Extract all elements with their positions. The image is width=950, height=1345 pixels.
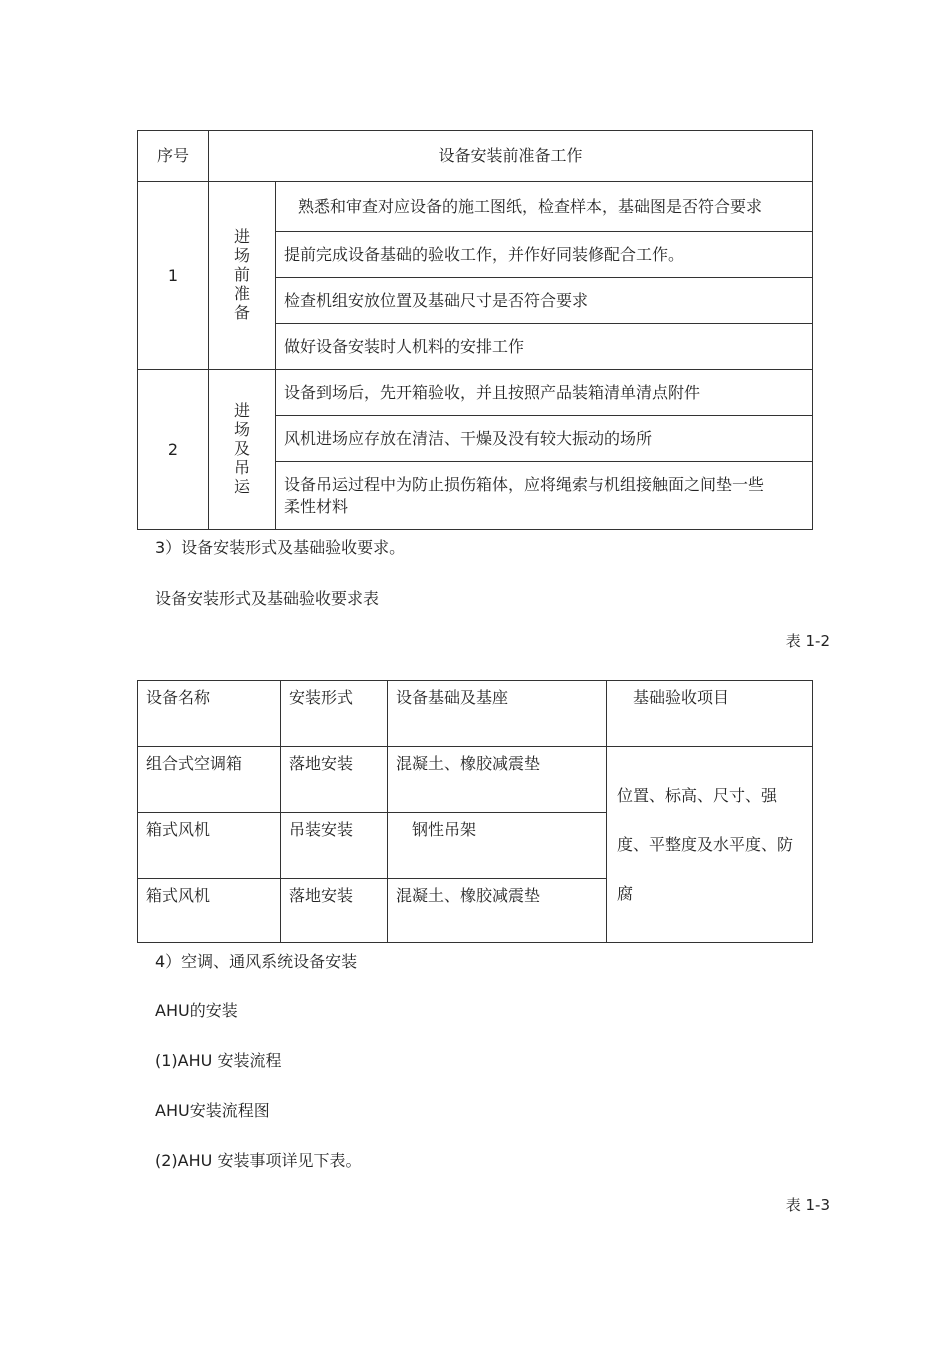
cell-equipment: 箱式风机 xyxy=(138,879,281,943)
section3-heading: 3）设备安装形式及基础验收要求。 xyxy=(155,538,406,557)
cell-foundation: 混凝土、橡胶减震垫 xyxy=(388,747,607,813)
cell-foundation: 钢性吊架 xyxy=(388,813,607,879)
prep-item: 做好设备安装时人机料的安排工作 xyxy=(276,324,813,370)
table3-number: 表 1-3 xyxy=(785,1196,830,1214)
acceptance-items: 位置、标高、尺寸、强度、平整度及水平度、防腐 xyxy=(607,747,813,943)
cell-equipment: 箱式风机 xyxy=(138,813,281,879)
group-seq: 2 xyxy=(138,370,209,530)
cell-install: 落地安装 xyxy=(281,879,388,943)
cell-install: 吊装安装 xyxy=(281,813,388,879)
header-seq: 序号 xyxy=(138,131,209,182)
col-header: 基础验收项目 xyxy=(607,681,813,747)
install-form-table xyxy=(137,680,813,943)
table2-caption: 设备安装形式及基础验收要求表 xyxy=(155,589,380,608)
prep-item: 提前完成设备基础的验收工作，并作好同装修配合工作。 xyxy=(276,232,813,278)
cell-foundation: 混凝土、橡胶减震垫 xyxy=(388,879,607,943)
ahu-flow-heading: (1)AHU 安装流程 xyxy=(155,1051,282,1070)
group-category: 进场及吊运 xyxy=(209,370,276,530)
section4-heading: 4）空调、通风系统设备安装 xyxy=(155,952,358,971)
header-title: 设备安装前准备工作 xyxy=(209,131,813,182)
ahu-items-heading: (2)AHU 安装事项详见下表。 xyxy=(155,1151,362,1170)
col-header: 设备基础及基座 xyxy=(388,681,607,747)
cell-install: 落地安装 xyxy=(281,747,388,813)
table2-number: 表 1-2 xyxy=(785,632,830,650)
group-category: 进场前准备 xyxy=(209,182,276,370)
prep-item: 设备到场后，先开箱验收，并且按照产品装箱清单清点附件 xyxy=(276,370,813,416)
prep-work-table xyxy=(137,130,813,530)
prep-item: 风机进场应存放在清洁、干燥及没有较大振动的场所 xyxy=(276,416,813,462)
prep-item: 检查机组安放位置及基础尺寸是否符合要求 xyxy=(276,278,813,324)
ahu-flow-chart-label: AHU安装流程图 xyxy=(155,1101,270,1120)
col-header: 安装形式 xyxy=(281,681,388,747)
ahu-install-heading: AHU的安装 xyxy=(155,1001,238,1020)
group-seq: 1 xyxy=(138,182,209,370)
cell-equipment: 组合式空调箱 xyxy=(138,747,281,813)
col-header: 设备名称 xyxy=(138,681,281,747)
prep-item: 设备吊运过程中为防止损伤箱体，应将绳索与机组接触面之间垫一些柔性材料 xyxy=(276,462,813,530)
prep-item: 熟悉和审查对应设备的施工图纸，检查样本，基础图是否符合要求 xyxy=(276,182,813,232)
